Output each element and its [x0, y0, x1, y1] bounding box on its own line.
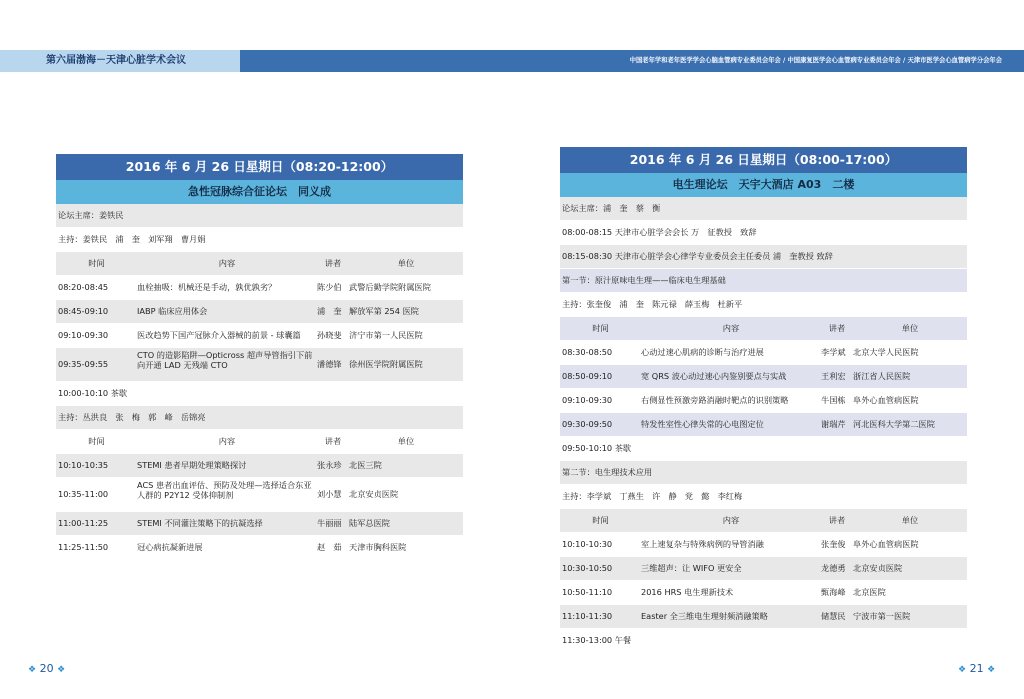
row-topic: 心动过速心肌病的诊断与治疗进展 — [641, 347, 764, 357]
section-title: 第一节：原汁原味电生理——临床电生理基础 — [560, 269, 967, 293]
page-number-text: 21 — [969, 662, 984, 675]
section-title: 第二节：电生理技术应用 — [560, 461, 967, 485]
session-hosts: 主持：张奎俊 浦 奎 陈元禄 薛玉梅 杜新平 — [560, 293, 967, 317]
session-hosts: 主持：姜铁民 浦 奎 刘军翔 曹月娟 — [56, 228, 463, 252]
table-row — [56, 454, 463, 478]
page-number-right — [958, 662, 995, 675]
opening-speech: 08:15-08:30 天津市心脏学会心律学专业委员会主任委员 浦 奎教授 致辞 — [560, 245, 967, 269]
col-unit: 单位 — [901, 515, 919, 525]
row-topic: 右侧显性预激旁路消融时靶点的识别策略 — [641, 395, 789, 405]
row-time: 08:45-09:10 — [58, 306, 109, 316]
row-unit: 北京医院 — [853, 587, 886, 597]
forum-chair: 论坛主席：浦 奎 蔡 衡 — [560, 197, 967, 221]
table-header — [56, 252, 463, 276]
page-header — [0, 50, 1024, 72]
col-speaker: 讲者 — [828, 515, 846, 525]
table-row — [56, 512, 463, 536]
row-speaker: 牛国栋 — [821, 395, 846, 405]
page-number-text: 20 — [39, 662, 54, 675]
opening-speech: 08:00-08:15 天津市心脏学会会长 万 征教授 致辞 — [560, 221, 967, 245]
row-speaker: 牛丽丽 — [317, 518, 342, 528]
row-time: 11:25-11:50 — [58, 542, 109, 552]
row-time: 09:35-09:55 — [58, 359, 109, 369]
row-time: 10:10-10:30 — [562, 539, 613, 549]
row-time: 09:10-09:30 — [58, 330, 109, 340]
table-row — [56, 324, 463, 348]
row-time: 10:10-10:35 — [58, 460, 109, 470]
date-title: 2016 年 6 月 26 日星期日（08:20-12:00） — [56, 154, 463, 180]
row-topic: Easter 全三维电生理射频消融策略 — [641, 611, 768, 621]
row-speaker: 潘德锋 — [317, 359, 342, 369]
diamond-icon: ❖ — [28, 665, 37, 675]
row-unit: 天津市胸科医院 — [349, 542, 407, 552]
row-time: 10:30-10:50 — [562, 563, 613, 573]
row-time: 09:30-09:50 — [562, 419, 613, 429]
table-row — [560, 533, 967, 557]
table-header — [560, 509, 967, 533]
col-speaker: 讲者 — [324, 436, 342, 446]
row-topic: 冠心病抗凝新进展 — [137, 542, 203, 552]
col-time: 时间 — [592, 323, 609, 333]
col-topic: 内容 — [722, 323, 740, 333]
diamond-icon: ❖ — [987, 665, 996, 675]
row-speaker: 李学斌 — [821, 347, 846, 357]
row-speaker: 陈少伯 — [317, 282, 342, 292]
table-row — [56, 478, 463, 512]
row-speaker: 储慧民 — [821, 611, 846, 621]
forum-title: 急性冠脉综合征论坛 同义成 — [56, 180, 463, 204]
table-row — [56, 300, 463, 324]
table-row — [560, 605, 967, 629]
forum-chair: 论坛主席：姜铁民 — [56, 204, 463, 228]
row-speaker: 张永珍 — [317, 460, 342, 470]
table-header — [56, 430, 463, 454]
row-unit: 济宁市第一人民医院 — [349, 330, 423, 340]
row-time: 08:30-08:50 — [562, 347, 613, 357]
row-unit: 解放军第 254 医院 — [349, 306, 419, 316]
row-unit: 浙江省人民医院 — [853, 371, 911, 381]
table-row — [560, 341, 967, 365]
row-time: 10:50-11:10 — [562, 587, 613, 597]
row-topic: ACS 患者出血评估、预防及处理—选择适合东亚人群的 P2Y12 受体抑制剂 — [137, 480, 312, 500]
diamond-icon: ❖ — [57, 665, 66, 675]
row-topic: 医改趋势下国产冠脉介入器械的前景 - 球囊篇 — [137, 330, 301, 340]
conference-title: 第六届渤海－天津心脏学术会议 — [0, 50, 240, 72]
left-schedule-panel — [56, 154, 463, 560]
row-speaker: 甄海峰 — [821, 587, 846, 597]
row-topic: 室上速复杂与特殊病例的导管消融 — [641, 539, 764, 549]
table-row — [560, 389, 967, 413]
row-topic: 三维超声：让 WIFO 更安全 — [641, 563, 742, 573]
row-speaker: 刘小慧 — [317, 489, 342, 499]
session-hosts: 主持：丛洪良 张 梅 郭 峰 岳锦亮 — [56, 406, 463, 430]
row-speaker: 赵 茹 — [317, 542, 342, 552]
table-row — [560, 413, 967, 437]
col-speaker: 讲者 — [324, 258, 342, 268]
col-topic: 内容 — [218, 258, 236, 268]
row-unit: 陆军总医院 — [349, 518, 390, 528]
row-speaker: 王利宏 — [821, 371, 846, 381]
break-row: 09:50-10:10 茶歇 — [560, 437, 967, 461]
row-topic: 宽 QRS 波心动过速心内鉴别要点与实战 — [641, 371, 787, 381]
table-row — [56, 276, 463, 300]
row-time: 11:00-11:25 — [58, 518, 109, 528]
col-speaker: 讲者 — [828, 323, 846, 333]
row-time: 08:20-08:45 — [58, 282, 109, 292]
row-speaker: 浦 奎 — [317, 306, 342, 316]
forum-title: 电生理论坛 天宇大酒店 A03 二楼 — [560, 173, 967, 197]
date-title: 2016 年 6 月 26 日星期日（08:00-17:00） — [560, 147, 967, 173]
table-row — [56, 348, 463, 382]
col-topic: 内容 — [722, 515, 740, 525]
row-unit: 北医三院 — [349, 460, 382, 470]
row-speaker: 孙晓斐 — [317, 330, 342, 340]
row-topic: 血栓抽吸：机械还是手动，孰优孰劣？ — [137, 282, 277, 292]
table-row — [560, 557, 967, 581]
table-row — [560, 581, 967, 605]
row-unit: 阜外心血管病医院 — [853, 395, 919, 405]
col-unit: 单位 — [901, 323, 919, 333]
row-speaker: 张奎俊 — [821, 539, 846, 549]
row-topic: CTO 的造影陷阱—Opticross 超声导管指引下前向开通 LAD 无残端 CTO — [137, 350, 313, 370]
row-topic: 特发性室性心律失常的心电图定位 — [641, 419, 764, 429]
row-unit: 武警后勤学院附属医院 — [349, 282, 431, 292]
organizer-list: 中国老年学和老年医学学会心脑血管病专业委员会年会 / 中国康复医学会心血管病专业委员会年会 / 天津市医学会心血管病学分会年会 — [240, 50, 1024, 72]
table-header — [560, 317, 967, 341]
row-time: 11:10-11:30 — [562, 611, 613, 621]
col-unit: 单位 — [397, 258, 415, 268]
row-unit: 河北医科大学第二医院 — [853, 419, 935, 429]
lunch-row: 11:30-13:00 午餐 — [560, 629, 967, 653]
row-time: 08:50-09:10 — [562, 371, 613, 381]
page-number-left — [28, 662, 65, 675]
session-hosts: 主持：李学斌 丁燕生 许 静 党 懿 李红梅 — [560, 485, 967, 509]
row-topic: IABP 临床应用体会 — [137, 306, 208, 316]
row-unit: 北京安贞医院 — [349, 489, 399, 499]
diamond-icon: ❖ — [958, 665, 967, 675]
table-row — [560, 365, 967, 389]
row-time: 10:35-11:00 — [58, 489, 109, 499]
row-speaker: 龙德勇 — [821, 563, 846, 573]
right-schedule-panel — [560, 147, 967, 653]
table-row — [56, 536, 463, 560]
col-topic: 内容 — [218, 436, 236, 446]
break-row: 10:00-10:10 茶歇 — [56, 382, 463, 406]
row-topic: STEMI 患者早期处理策略探讨 — [137, 460, 247, 470]
col-time: 时间 — [88, 258, 105, 268]
col-time: 时间 — [88, 436, 105, 446]
row-unit: 徐州医学院附属医院 — [349, 359, 423, 369]
row-speaker: 谢瑞芹 — [821, 419, 846, 429]
row-topic: STEMI 不同灌注策略下的抗凝选择 — [137, 518, 263, 528]
row-unit: 宁波市第一医院 — [853, 611, 911, 621]
row-unit: 北京安贞医院 — [853, 563, 903, 573]
row-topic: 2016 HRS 电生理新技术 — [641, 587, 734, 597]
row-time: 09:10-09:30 — [562, 395, 613, 405]
col-time: 时间 — [592, 515, 609, 525]
row-unit: 北京大学人民医院 — [853, 347, 919, 357]
row-unit: 阜外心血管病医院 — [853, 539, 919, 549]
col-unit: 单位 — [397, 436, 415, 446]
